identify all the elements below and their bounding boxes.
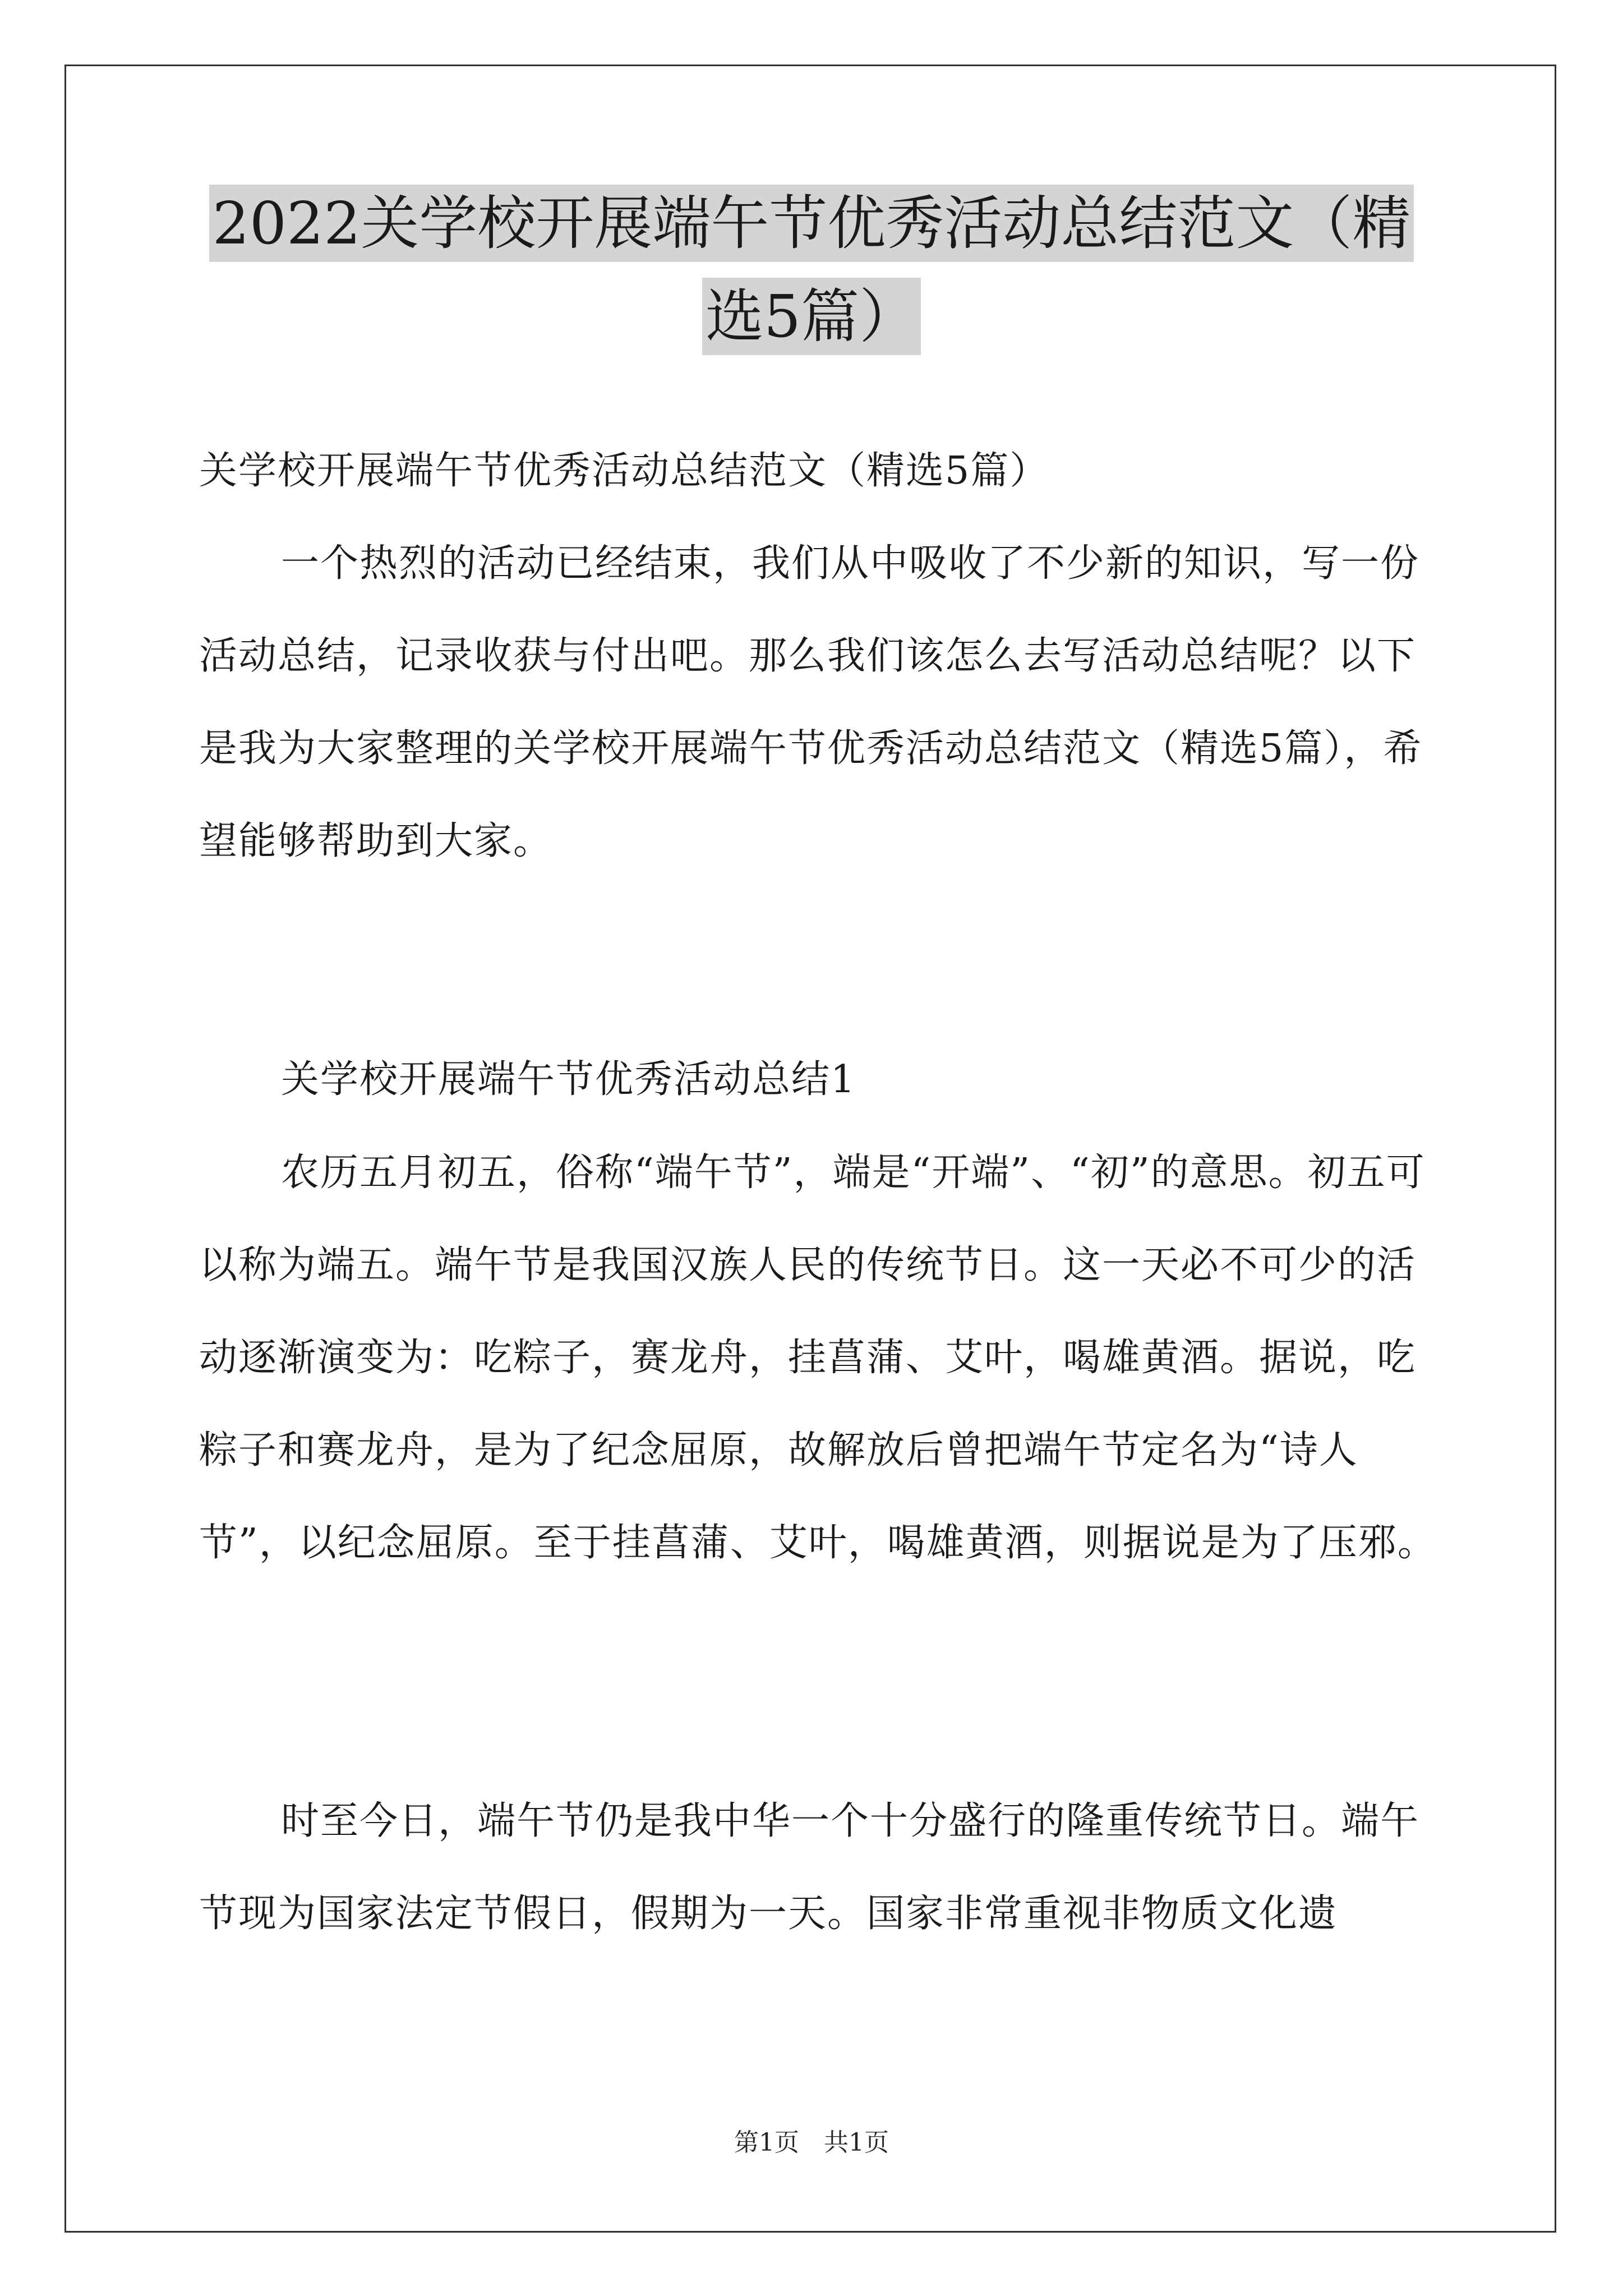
document-title-line-2	[0, 279, 1623, 353]
section-heading	[199, 1033, 1438, 1126]
document-title-line-1	[0, 186, 1623, 260]
page-footer	[0, 2126, 1623, 2160]
body-paragraph-1	[199, 1126, 1438, 1589]
page-number: 第1页	[734, 2128, 799, 2157]
document-subtitle	[199, 425, 1438, 517]
page-total: 共1页	[824, 2128, 889, 2157]
subtitle-text: 关学校开展端午节优秀活动总结范文（精选5篇）	[199, 449, 1049, 493]
title-highlight: 选5篇）	[702, 278, 921, 355]
title-highlight: 2022关学校开展端午节优秀活动总结范文（精	[209, 185, 1414, 262]
intro-text: 一个热烈的活动已经结束，我们从中吸收了不少新的知识，写一份活动总结，记录收获与付出吧。那么我们该怎么去写活动总结呢？以下是我为大家整理的关学校开展端午节优秀活动总结范文（精选5篇），希望能够帮助到大家。	[199, 541, 1423, 863]
paragraph-text: 农历五月初五，俗称“端午节”，端是“开端”、“初”的意思。初五可以称为端五。端午节是我国汉族人民的传统节日。这一天必不可少的活动逐渐演变为：吃粽子，赛龙舟，挂菖蒲、艾叶，喝雄黄酒。据说，吃粽子和赛龙舟，是为了纪念屈原，故解放后曾把端午节定名为“诗人节”，以纪念屈原。至于挂菖蒲、艾叶，喝雄黄酒，则据说是为了压邪。	[199, 1151, 1437, 1565]
section-heading-text: 关学校开展端午节优秀活动总结1	[281, 1057, 856, 1102]
paragraph-text: 时至今日，端午节仍是我中华一个十分盛行的隆重传统节日。端午节现为国家法定节假日，假期为一天。国家非常重视非物质文化遗	[199, 1799, 1420, 1936]
intro-paragraph	[199, 517, 1438, 887]
body-paragraph-2	[199, 1775, 1438, 1960]
